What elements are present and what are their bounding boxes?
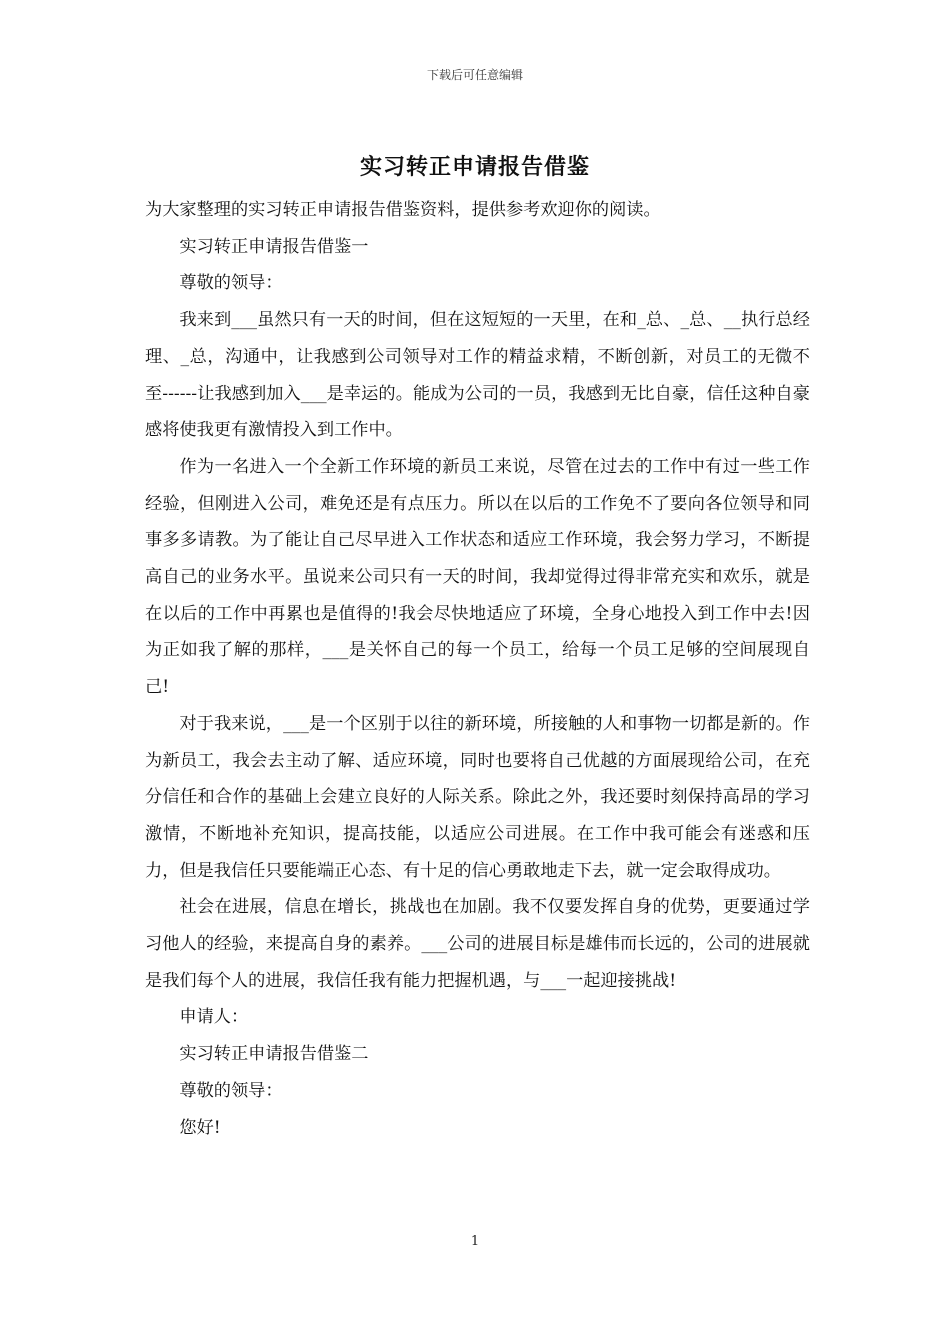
salutation: 尊敬的领导： bbox=[179, 1080, 283, 1101]
section-heading-1: 实习转正申请报告借鉴一 bbox=[179, 236, 369, 257]
section-heading-2: 实习转正申请报告借鉴二 bbox=[179, 1044, 369, 1065]
body-paragraph: 对于我来说，___是一个区别于以往的新环境，所接触的人和事物一切都是新的。作为新员工，我会去主动了解、适应环境，同时也要将自己优越的方面展现给公司，在充分信任和合作的基础上会建立良好的人际关系。除此之外，我还要时刻保持高昂的学习激情，不断地补充知识，提高技能，以适应公司进展。在工作中我可能会有迷惑和压力，但是我信任只要能端正心态、有十足的信心勇敢地走下去，就一定会取得成功。 bbox=[145, 713, 810, 881]
body-paragraph: 社会在进展，信息在增长，挑战也在加剧。我不仅要发挥自身的优势，更要通过学习他人的经验，来提高自身的素养。___公司的进展目标是雄伟而长远的，公司的进展就是我们每个人的进展，我信任我有能力把握机遇，与___一起迎接挑战! bbox=[145, 897, 810, 991]
salutation: 尊敬的领导： bbox=[179, 273, 283, 294]
document-title: 实习转正申请报告借鉴 bbox=[359, 154, 590, 180]
page-number: 1 bbox=[470, 1234, 480, 1249]
applicant-line: 申请人： bbox=[179, 1007, 249, 1028]
body-paragraph: 作为一名进入一个全新工作环境的新员工来说，尽管在过去的工作中有过一些工作经验，但刚进入公司，难免还是有点压力。所以在以后的工作免不了要向各位领导和同事多多请教。为了能让自己尽早进入工作状态和适应工作环境，我会努力学习，不断提高自己的业务水平。虽说来公司只有一天的时间，我却觉得过得非常充实和欢乐，就是在以后的工作中再累也是值得的!我会尽快地适应了环境，全身心地投入到工作中去!因为正如我了解的那样，___是关怀自己的每一个员工，给每一个员工足够的空间展现自己! bbox=[145, 456, 810, 698]
greeting: 您好! bbox=[179, 1117, 221, 1138]
intro-paragraph: 为大家整理的实习转正申请报告借鉴资料，提供参考欢迎你的阅读。 bbox=[145, 200, 661, 220]
body-paragraph: 我来到___虽然只有一天的时间，但在这短短的一天里，在和_总、_总、__执行总经理、_总，沟通中，让我感到公司领导对工作的精益求精，不断创新，对员工的无微不至------让我感到加入___是幸运的。能成为公司的一员，我感到无比自豪，信任这种自豪感将使我更有激情投入到工作中。 bbox=[145, 310, 810, 441]
header-note: 下载后可任意编辑 bbox=[426, 68, 523, 82]
document-body bbox=[145, 192, 810, 1146]
